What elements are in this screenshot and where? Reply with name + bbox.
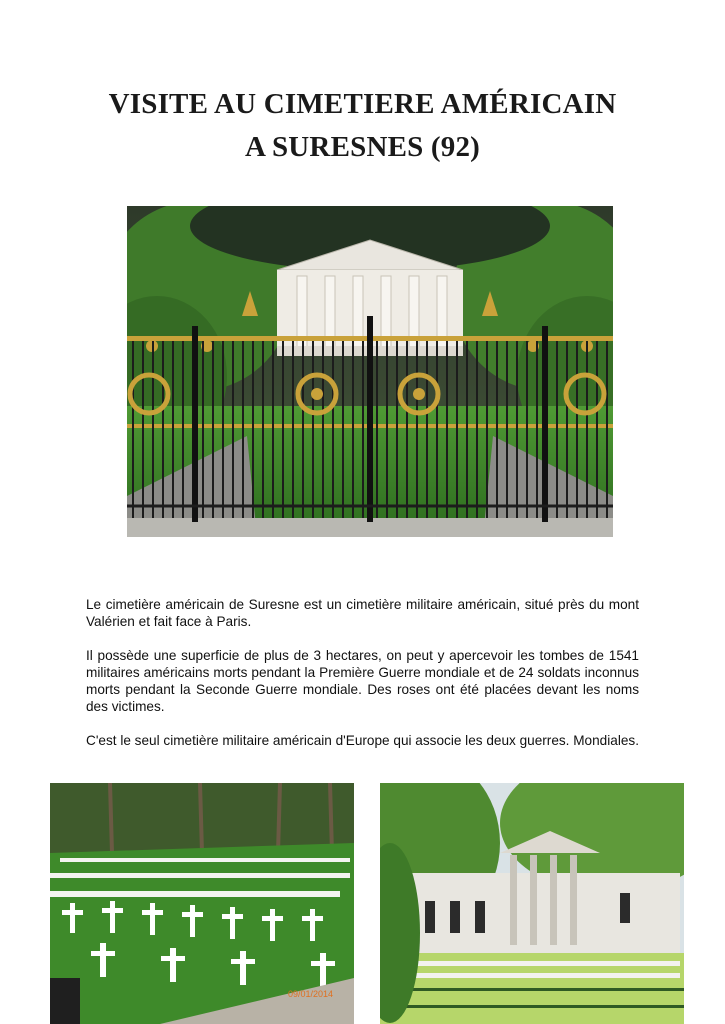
page-title-line-2: A SURESNES (92) xyxy=(244,131,481,163)
paragraph-graves: Il possède une superficie de plus de 3 hectares, on peut y apercevoir les tombes de 1541 militaires américains morts pendant la Première Guerre mondiale et de 24 soldats inconnus morts pendant la Seconde Guerre mondiale. Des roses ont été placées devant les noms des victimes. xyxy=(86,648,639,714)
paragraph-intro: Le cimetière américain de Suresne est un cimetière militaire américain, situé près du mont Valérien et fait face à Paris. xyxy=(86,597,639,629)
date-stamp: 09/01/2014 xyxy=(288,989,334,999)
paragraph-unique: C'est le seul cimetière militaire américain d'Europe qui associe les deux guerres. Mondiales. xyxy=(86,733,639,748)
body-text xyxy=(86,596,639,766)
page-title-line-1: VISITE AU CIMETIERE AMÉRICAIN xyxy=(108,88,617,120)
chapel-crosses-photo xyxy=(380,783,684,1024)
cemetery-gate-photo xyxy=(127,206,613,537)
crosses-field-photo xyxy=(50,783,354,1024)
